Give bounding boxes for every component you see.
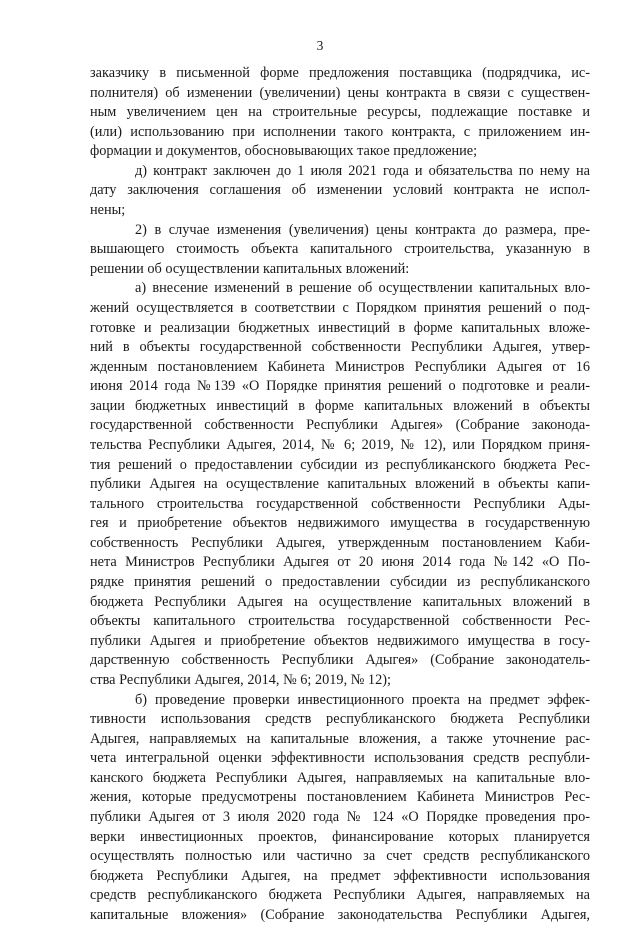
text-line: нены; <box>90 202 126 219</box>
text-line: рядке принятия решений о предоставлении субсидии из республиканского <box>90 574 590 591</box>
text-line: формации и документов, обосновывающих такое предложение; <box>90 143 478 160</box>
text-line: полнителя) об изменении (увеличении) цены контракта в связи с существен- <box>90 84 590 101</box>
text-line: дарственную собственность Республики Адыгея» (Собрание законодатель- <box>90 652 590 669</box>
text-line: решении об осуществлении капитальных вложений: <box>90 260 410 277</box>
text-line: бюджета Республики Адыгея, на предмет эффективности использования <box>90 867 590 884</box>
text-line: тия решений о предоставлении субсидии из республиканского бюджета Рес- <box>90 456 590 473</box>
text-line: готовке и реализации бюджетных инвестиций в форме капитальных вложе- <box>90 319 590 336</box>
text-line: верки инвестиционных проектов, финансирование которых планируется <box>90 828 590 845</box>
text-line: б) проведение проверки инвестиционного проекта на предмет эффек- <box>135 691 590 708</box>
text-line: жденным постановлением Кабинета Министров Республики Адыгея от 16 <box>90 358 590 375</box>
text-line: жений осуществляется в соответствии с Порядком принятия решений о под- <box>90 299 590 316</box>
text-line: ным увеличением цен на строительные ресурсы, подлежащие поставке и <box>90 104 590 121</box>
text-line: нета Министров Республики Адыгея от 20 июня 2014 года №142 «О По- <box>90 554 590 571</box>
text-line: капитальные вложения» (Собрание законодательства Республики Адыгея, <box>90 906 590 923</box>
text-line: Адыгея, направляемых на капитальные вложения, а также уточнение рас- <box>90 730 590 747</box>
text-line: а) внесение изменений в решение об осуществлении капитальных вло- <box>135 280 590 297</box>
text-line: жения, которые предусмотрены постановлением Кабинета Министров Рес- <box>90 789 590 806</box>
text-line: собственность Республики Адыгея, утвержденным постановлением Каби- <box>90 534 590 551</box>
text-line: ства Республики Адыгея, 2014, № 6; 2019, № 12); <box>90 671 391 688</box>
text-line: заказчику в письменной форме предложения поставщика (подрядчика, ис- <box>90 65 590 81</box>
text-line: зации бюджетных инвестиций в форме капитальных вложений в объекты <box>90 397 590 414</box>
text-line: публики Адыгея и приобретение объектов недвижимого имущества в госу- <box>90 632 590 649</box>
text-line: канского бюджета Республики Адыгея, направляемых на капитальные вло- <box>90 769 590 786</box>
text-line: гея и приобретение объектов недвижимого имущества в государственную <box>90 515 590 532</box>
text-line: публики Адыгея на осуществление капитальных вложений в объекты капи- <box>90 476 590 493</box>
text-line: 2) в случае изменения (увеличения) цены контракта до размера, пре- <box>135 221 590 238</box>
text-line: средств республиканского бюджета Республики Адыгея, направляемых на <box>90 887 590 904</box>
text-line: (или) использованию при исполнении такого контракта, с приложением ин- <box>90 123 590 140</box>
text-line: ний в объекты государственной собственности Республики Адыгея, утвер- <box>90 339 590 356</box>
text-line: д) контракт заключен до 1 июля 2021 года и обязательства по нему на <box>135 162 590 179</box>
text-line: дату заключения соглашения об изменении условий контракта не испол- <box>90 182 590 199</box>
text-line: чета интегральной оценки эффективности использования средств республи- <box>90 750 590 767</box>
text-line: публики Адыгея от 3 июля 2020 года № 124 «О Порядке проведения про- <box>90 808 590 825</box>
text-line: июня 2014 года №139 «О Порядке принятия решений о подготовке и реали- <box>90 378 590 395</box>
text-line: вышающего стоимость объекта капитального строительства, указанную в <box>90 241 590 258</box>
text-line: тивности использования средств республиканского бюджета Республики <box>90 711 590 728</box>
document-body <box>90 64 590 925</box>
text-line: бюджета Республики Адыгея на осуществление капитальных вложений в <box>90 593 590 610</box>
text-line: тального строительства государственной собственности Республики Ады- <box>90 495 590 512</box>
text-line: объекты капитального строительства государственной собственности Рес- <box>90 613 590 630</box>
text-line: осуществлять полностью или частично за счет средств республиканского <box>90 848 590 865</box>
page-number: 3 <box>316 38 324 53</box>
text-line: государственной собственности Республики Адыгея» (Собрание законода- <box>90 417 590 434</box>
text-line: тельства Республики Адыгея, 2014, № 6; 2019, № 12), или Порядком приня- <box>90 436 590 453</box>
